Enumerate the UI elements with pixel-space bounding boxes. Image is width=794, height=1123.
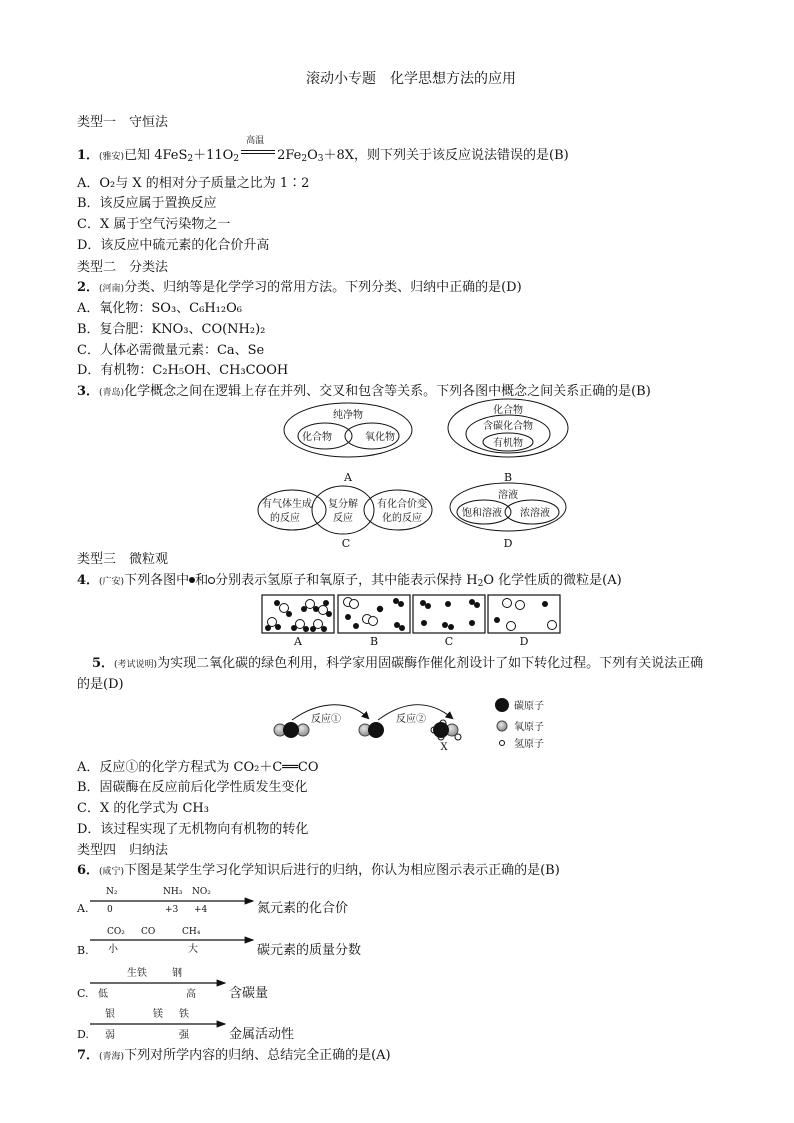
row-c-bottom-2: 高 [186, 989, 196, 1000]
diagram-c-left-label-1: 有气体生成 [262, 499, 312, 510]
row-a-top-1: N₂ [106, 887, 118, 897]
question-7-stem: 7．(青海)下列对所学内容的归纳、总结完全正确的是(A) [77, 1048, 391, 1063]
section-heading-type1: 类型一 守恒法 [77, 115, 169, 130]
diagram-a-left-label: 化合物 [302, 432, 332, 443]
row-d-top-3: 铁 [179, 1009, 189, 1020]
row-a [76, 887, 348, 916]
row-c-letter: C. [77, 987, 89, 1000]
row-d-caption: 金属活动性 [229, 1027, 295, 1042]
row-a-top-2: NH₃ [163, 887, 183, 897]
q2-option-c: C．人体必需微量元素：Ca、Se [77, 343, 265, 358]
question-6-stem: 6．(咸宁)下图是某学生学习化学知识后进行的归纳，你认为相应图示表示正确的是(B) [77, 863, 560, 878]
particle-box-a-letter: A [294, 635, 302, 648]
row-b-top-3: CH₄ [182, 927, 201, 937]
diagram-b-outer-label: 化合物 [493, 405, 523, 416]
q2-option-a: A．氧化物：SO₃、C₆H₁₂O₆ [77, 301, 242, 316]
particle-box-b-letter: B [369, 635, 379, 648]
diagram-c-right-label-1: 有化合价变 [377, 499, 427, 510]
diagram-c-letter: C [341, 537, 351, 550]
diagram-c-right-label-2: 化的反应 [382, 513, 422, 524]
x-label: X [440, 742, 448, 753]
row-d-top-1: 银 [105, 1009, 115, 1020]
row-b-bottom-1: 小 [108, 944, 118, 955]
diagram-c-mid-label-2: 反应 [333, 513, 353, 524]
row-c-top-2: 钢 [172, 968, 182, 979]
diagram-c-mid-label-1: 复分解 [328, 499, 358, 510]
row-c-caption: 含碳量 [229, 986, 269, 1001]
question-4-stem: 4．(广安)下列各图中 和 分别表示氢原子和氧原子，其中能表示保持 $H_2O$ 化学性质的微粒是(A) [77, 573, 622, 589]
q5-option-d: D．该过程实现了无机物向有机物的转化 [77, 822, 309, 837]
row-b-bottom-2: 大 [188, 944, 198, 955]
row-d [77, 1007, 294, 1042]
q5-option-a: A．反应①的化学方程式为 CO₂＋C══CO [77, 760, 319, 775]
legend-hydrogen: 氢原子 [514, 739, 544, 750]
row-a-bottom-1: 0 [107, 905, 113, 915]
diagram-b-letter: B [503, 471, 513, 484]
diagram-a-right-label: 氧化物 [365, 432, 395, 443]
row-b-caption: 碳元素的质量分数 [257, 943, 362, 958]
question-number: 1． [77, 148, 100, 163]
row-d-bottom-2: 强 [179, 1030, 189, 1041]
section-heading-type3: 类型三 微粒观 [77, 552, 169, 567]
row-b [77, 927, 361, 958]
diagram-c-left-label-2: 的反应 [270, 513, 300, 524]
row-b-top-1: CO₂ [107, 927, 125, 937]
row-b-top-2: CO [141, 927, 156, 937]
page-title: 滚动小专题 化学思想方法的应用 [306, 71, 516, 87]
row-c [77, 966, 268, 1001]
row-a-caption: 氮元素的化合价 [257, 901, 349, 916]
row-c-bottom-1: 低 [98, 989, 108, 1000]
diagram-a-letter: A [344, 471, 352, 484]
diagram-b-inner-label: 有机物 [493, 438, 523, 449]
question-3-stem: 3．(青岛)化学概念之间在逻辑上存在并列、交叉和包含等关系。下列各图中概念之间关系正确的是(B) [77, 384, 651, 399]
reaction-condition: 高温 [239, 147, 277, 159]
particle-box-d-letter: D [519, 635, 529, 648]
diagram-d-outer-label: 溶液 [498, 490, 518, 501]
row-a-letter: A. [77, 902, 89, 915]
section-heading-type4: 类型四 归纳法 [77, 843, 169, 858]
reaction-1-label: 反应① [311, 714, 341, 725]
q5-option-c: C．X 的化学式为 CH₃ [77, 801, 209, 816]
question-5-stem-line1: 5．(考试说明)为实现二氧化碳的绿色利用，科学家用固碳酶作催化剂设计了如下转化过程。下列有关说法正确 [92, 656, 704, 671]
row-d-letter: D. [77, 1028, 89, 1041]
q2-option-b: B．复合肥：KNO₃、CO(NH₂)₂ [77, 322, 266, 337]
q1-option-c: C．X 属于空气污染物之一 [77, 217, 231, 232]
reaction-2-label: 反应② [396, 714, 426, 725]
diagram-d-left-label: 饱和溶液 [462, 508, 502, 519]
row-a-top-3: NO₂ [192, 887, 211, 897]
q1-option-d: D．该反应中硫元素的化合价升高 [77, 238, 270, 253]
q5-option-b: B．固碳酶在反应前后化学性质发生变化 [77, 780, 308, 795]
question-5-stem-line2: 的是(D) [77, 677, 124, 692]
row-a-bottom-3: +4 [194, 905, 208, 915]
diagram-b-middle-label: 含碳化合物 [483, 421, 533, 432]
diagram-a-outer-label: 纯净物 [333, 410, 363, 421]
row-d-top-2: 镁 [153, 1009, 163, 1020]
legend-carbon: 碳原子 [514, 701, 544, 712]
diagram-d-letter: D [503, 537, 513, 550]
section-heading-type2: 类型二 分类法 [77, 260, 169, 275]
particle-box-c-letter: C [444, 635, 454, 648]
q2-option-d: D．有机物：C₂H₅OH、CH₃COOH [77, 363, 289, 378]
row-c-top-1: 生铁 [127, 968, 147, 979]
diagram-d-right-label: 浓溶液 [520, 508, 550, 519]
row-a-bottom-2: +3 [165, 905, 179, 915]
q1-option-b: B．该反应属于置换反应 [77, 196, 217, 211]
row-b-letter: B. [77, 944, 89, 957]
q1-option-a: A．O₂与 X 的相对分子质量之比为 1∶2 [77, 176, 310, 191]
legend-oxygen: 氧原子 [514, 722, 544, 733]
row-d-bottom-1: 弱 [105, 1030, 115, 1041]
question-source: (雅安) [99, 152, 125, 162]
question-1-stem: 1．(雅安)已知 $4FeS_2+11O_2$ 高温 $2Fe_2O_3+8X$，则下列关于该反应说法错误的是(B) [77, 136, 569, 164]
question-2-stem: 2．(河南)分类、归纳等是化学学习的常用方法。下列分类、归纳中正确的是(D) [77, 280, 522, 295]
